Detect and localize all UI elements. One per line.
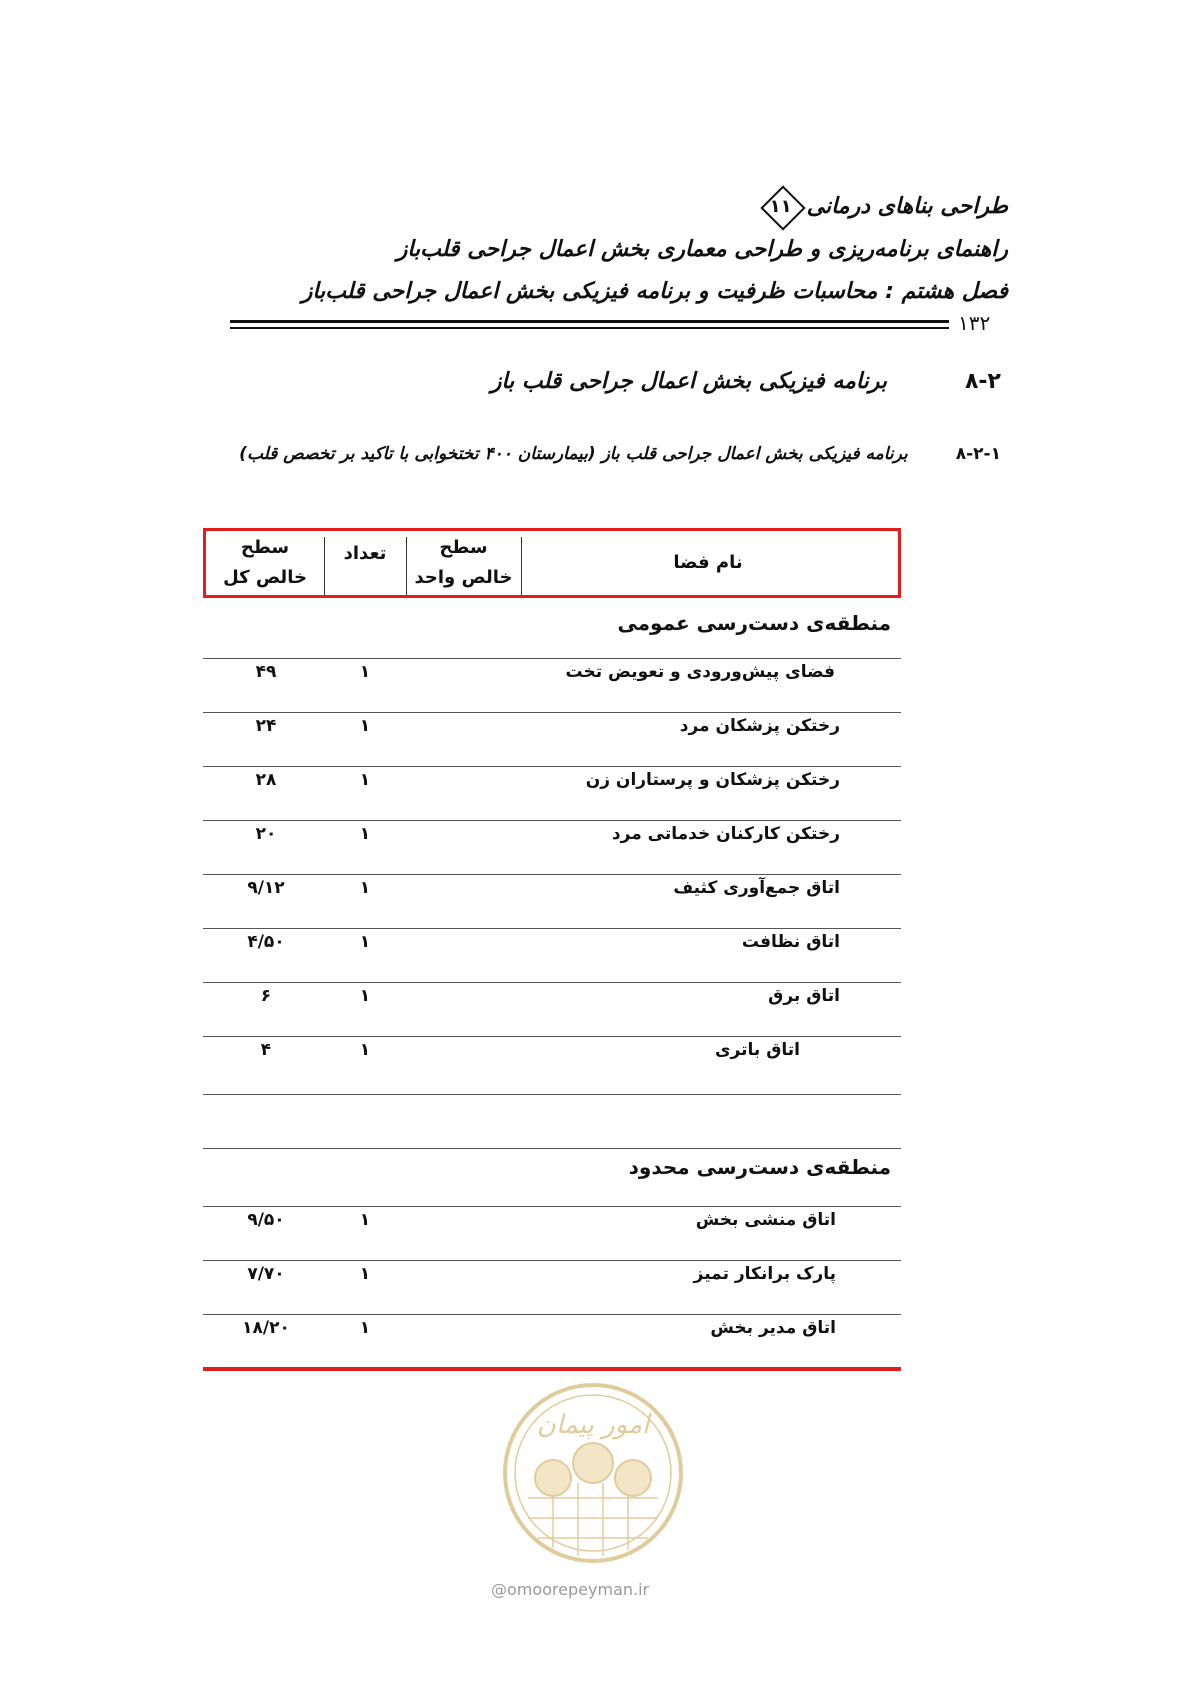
subsection-heading	[239, 444, 1001, 464]
space-name: اتاق مدیر بخش	[710, 1318, 836, 1338]
space-count: ۱	[359, 1264, 371, 1284]
space-total-area: ۱۸/۲۰	[242, 1318, 290, 1338]
space-count: ۱	[359, 1040, 371, 1060]
space-count: ۱	[359, 1318, 371, 1338]
page-number: ۱۳۲	[958, 311, 991, 335]
col-total-area-label-2: خالص کل	[223, 567, 307, 588]
row-divider	[203, 928, 901, 929]
row-divider	[203, 982, 901, 983]
col-unit-area-header	[406, 531, 521, 595]
subsection-number: ۸-۲-۱	[955, 444, 1001, 464]
space-name: رختکن کارکنان خدماتی مرد	[611, 824, 840, 844]
space-name: اتاق منشی بخش	[695, 1210, 836, 1230]
space-total-area: ۹/۵۰	[247, 1210, 285, 1230]
space-total-area: ۲۸	[255, 770, 277, 790]
row-divider	[203, 874, 901, 875]
space-count: ۱	[359, 932, 371, 952]
row-divider	[203, 712, 901, 713]
header-divider	[324, 537, 325, 595]
space-total-area: ۴	[260, 1040, 272, 1060]
col-count-label: تعداد	[343, 543, 387, 564]
space-total-area: ۴۹	[255, 662, 277, 682]
space-count: ۱	[359, 1210, 371, 1230]
space-count: ۱	[359, 824, 371, 844]
row-divider	[203, 1314, 901, 1315]
subsection-title: برنامه فیزیکی بخش اعمال جراحی قلب باز (بیمارستان ۴۰۰ تختخوابی با تاکید بر تخصص قلب)	[239, 444, 908, 464]
header-rule-thin	[230, 327, 949, 329]
row-divider	[203, 1260, 901, 1261]
space-count: ۱	[359, 878, 371, 898]
col-unit-area-label-2: خالص واحد	[414, 567, 513, 588]
row-divider	[203, 1206, 901, 1207]
col-total-area-header	[206, 531, 324, 595]
row-divider	[203, 1036, 901, 1037]
space-name: رختکن پزشکان مرد	[679, 716, 840, 736]
zone-title: منطقه‌ی دست‌رسی محدود	[628, 1155, 891, 1179]
row-divider	[203, 820, 901, 821]
row-divider	[203, 766, 901, 767]
space-name: اتاق نظافت	[741, 932, 840, 952]
space-name: فضای پیش‌ورودی و تعویض تخت	[565, 662, 835, 682]
row-divider	[203, 1148, 901, 1149]
space-total-area: ۹/۱۲	[247, 878, 285, 898]
section-number: ۸-۲	[965, 369, 1001, 394]
space-name: اتاق برق	[768, 986, 840, 1006]
space-total-area: ۶	[260, 986, 272, 1006]
series-number: ۱۱	[769, 195, 792, 217]
space-name: رختکن پزشکان و پرستاران زن	[585, 770, 840, 790]
space-total-area: ۴/۵۰	[247, 932, 285, 952]
space-count: ۱	[359, 770, 371, 790]
header-rule-thick	[230, 320, 949, 323]
col-name-label: نام فضا	[673, 552, 743, 573]
space-total-area: ۲۴	[255, 716, 277, 736]
zone-title: منطقه‌ی دست‌رسی عمومی	[617, 611, 891, 635]
header-divider	[406, 537, 407, 595]
row-divider	[203, 658, 901, 659]
col-unit-area-label-1: سطح	[439, 537, 488, 558]
table-header	[203, 528, 901, 598]
series-title: طراحی بناهای درمانی	[806, 193, 1008, 219]
section-heading	[491, 369, 1001, 394]
table-bottom-rule	[203, 1367, 901, 1371]
series-title-line	[761, 186, 1008, 226]
col-count-header	[324, 531, 406, 595]
seal-logo-text: امور پیمان	[536, 1410, 650, 1440]
space-total-area: ۷/۷۰	[247, 1264, 285, 1284]
space-total-area: ۲۰	[255, 824, 277, 844]
omoore-peyman-seal-logo	[483, 1378, 703, 1568]
space-name: پارک برانکار تمیز	[693, 1264, 836, 1284]
space-name: اتاق جمع‌آوری کثیف	[673, 878, 840, 898]
section-title: برنامه فیزیکی بخش اعمال جراحی قلب باز	[490, 369, 887, 394]
guide-title: راهنمای برنامه‌ریزی و طراحی معماری بخش اعمال جراحی قلب‌باز	[396, 237, 1008, 262]
header-divider	[521, 537, 522, 595]
space-count: ۱	[359, 986, 371, 1006]
chapter-title: فصل هشتم : محاسبات ظرفیت و برنامه فیزیکی بخش اعمال جراحی قلب‌باز	[301, 279, 1008, 304]
space-name: اتاق باتری	[714, 1040, 800, 1060]
col-name-header	[518, 531, 898, 595]
series-number-diamond-icon	[761, 186, 801, 226]
space-count: ۱	[359, 662, 371, 682]
space-count: ۱	[359, 716, 371, 736]
row-divider	[203, 1094, 901, 1095]
col-total-area-label-1: سطح	[240, 537, 290, 558]
watermark-text: @omoorepeyman.ir	[491, 1580, 650, 1599]
